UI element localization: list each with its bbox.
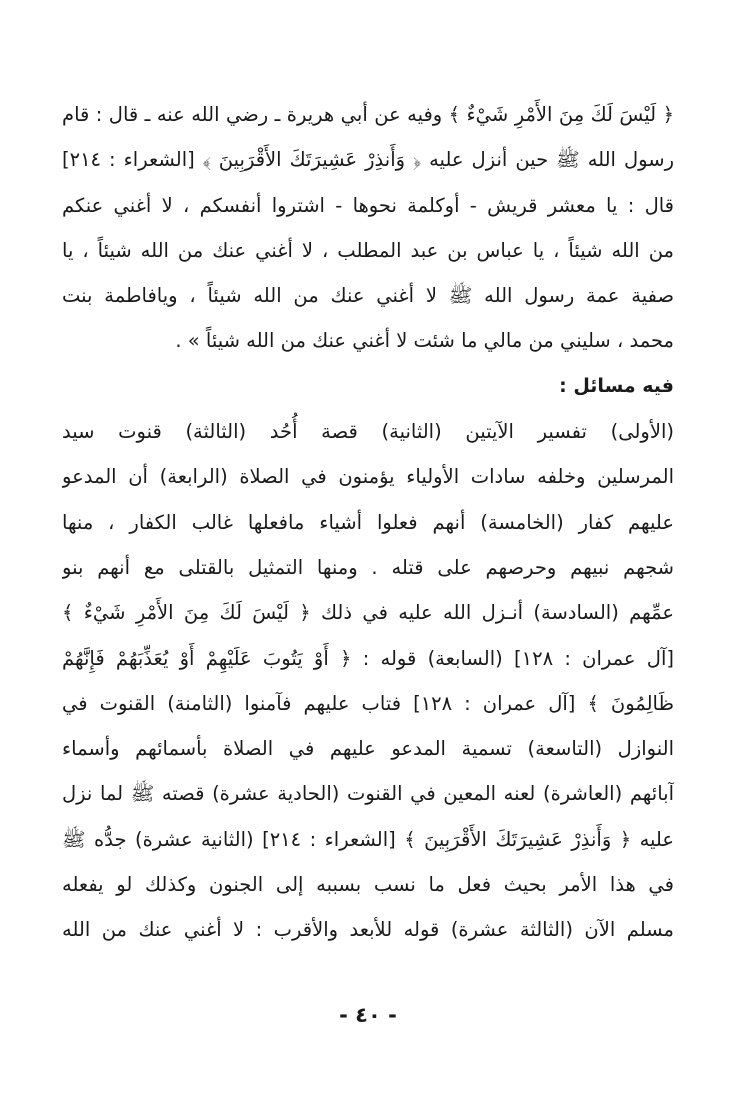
text-line: آبائهم (العاشرة) لعنه المعين في القنوت (الحادية عشرة) قصته ﷺ لما نزل bbox=[62, 782, 674, 806]
text-line: عمِّهم (السادسة) أنـزل الله عليه في ذلك ﴿ لَيْسَ لَكَ مِنَ الأَمْرِ شَيْءٌ ﴾ bbox=[62, 601, 674, 625]
text-line: مسلم الآن (الثالثة عشرة) قوله للأبعد والأقرب : لا أغني عنك من الله bbox=[62, 918, 674, 942]
text-line: ﴿ لَيْسَ لَكَ مِنَ الأَمْرِ شَيْءٌ ﴾ وفيه عن أبي هريرة ـ رضي الله عنه ـ قال : قام bbox=[62, 103, 674, 126]
text-line: النوازل (التاسعة) تسمية المدعو عليهم في الصلاة بأسمائهم وأسماء bbox=[62, 737, 674, 761]
text-line: (الأولى) تفسير الآيتين (الثانية) قصة أُحُد (الثالثة) قنوت سيد bbox=[62, 420, 674, 444]
text-line: عليه ﴿ وَأَنذِرْ عَشِيرَتَكَ الأَقْرَبِينَ ﴾ [الشعراء : ٢١٤] (الثانية عشرة) جدُّه ﷺ bbox=[62, 827, 674, 851]
text-line: عليهم كفار (الخامسة) أنهم فعلوا أشياء مافعلها غالب الكفار ، منها bbox=[62, 510, 674, 534]
text-line: صفية عمة رسول الله ﷺ لا أغني عنك من الله شيئاً ، ويافاطمة بنت bbox=[62, 284, 674, 308]
text-line: قال : يا معشر قريش - أوكلمة نحوها - اشتروا أنفسكم ، لا أغني عنكم bbox=[62, 193, 674, 217]
text-line: محمد ، سليني من مالي ما شئت لا أغني عنك من الله شيئاً » . bbox=[175, 329, 674, 353]
text-line: رسول الله ﷺ حين أنزل عليه ﴿ وَأَنذِرْ عَشِيرَتَكَ الأَقْرَبِينَ ﴾ [الشعراء : ٢١٤] bbox=[62, 148, 674, 172]
text-line: ظَالِمُونَ ﴾ [آل عمران : ١٢٨] فتاب عليهم فآمنوا (الثامنة) القنوت في bbox=[62, 691, 674, 715]
body-text bbox=[62, 92, 674, 953]
text-line: [آل عمران : ١٢٨] (السابعة) قوله : ﴿ أَوْ يَتُوبَ عَلَيْهِمْ أَوْ يُعَذِّبَهُمْ فَإِنَّهُمْ bbox=[62, 646, 674, 670]
text-line: المرسلين وخلفه سادات الأولياء يؤمنون في الصلاة (الرابعة) أن المدعو bbox=[62, 465, 674, 489]
text-line: شجهم نبيهم وحرصهم على قتله . ومنها التمثيل بالقتلى مع أنهم بنو bbox=[62, 555, 674, 579]
text-line: من الله شيئاً ، يا عباس بن عبد المطلب ، لا أغني عنك من الله شيئاً ، يا bbox=[62, 238, 674, 262]
section-heading: فيه مسائل : bbox=[559, 374, 674, 397]
text-line: في هذا الأمر بحيث فعل ما نسب بسببه إلى الجنون وكذلك لو يفعله bbox=[62, 873, 674, 897]
page-number: - ٤٠ - bbox=[339, 1003, 397, 1027]
